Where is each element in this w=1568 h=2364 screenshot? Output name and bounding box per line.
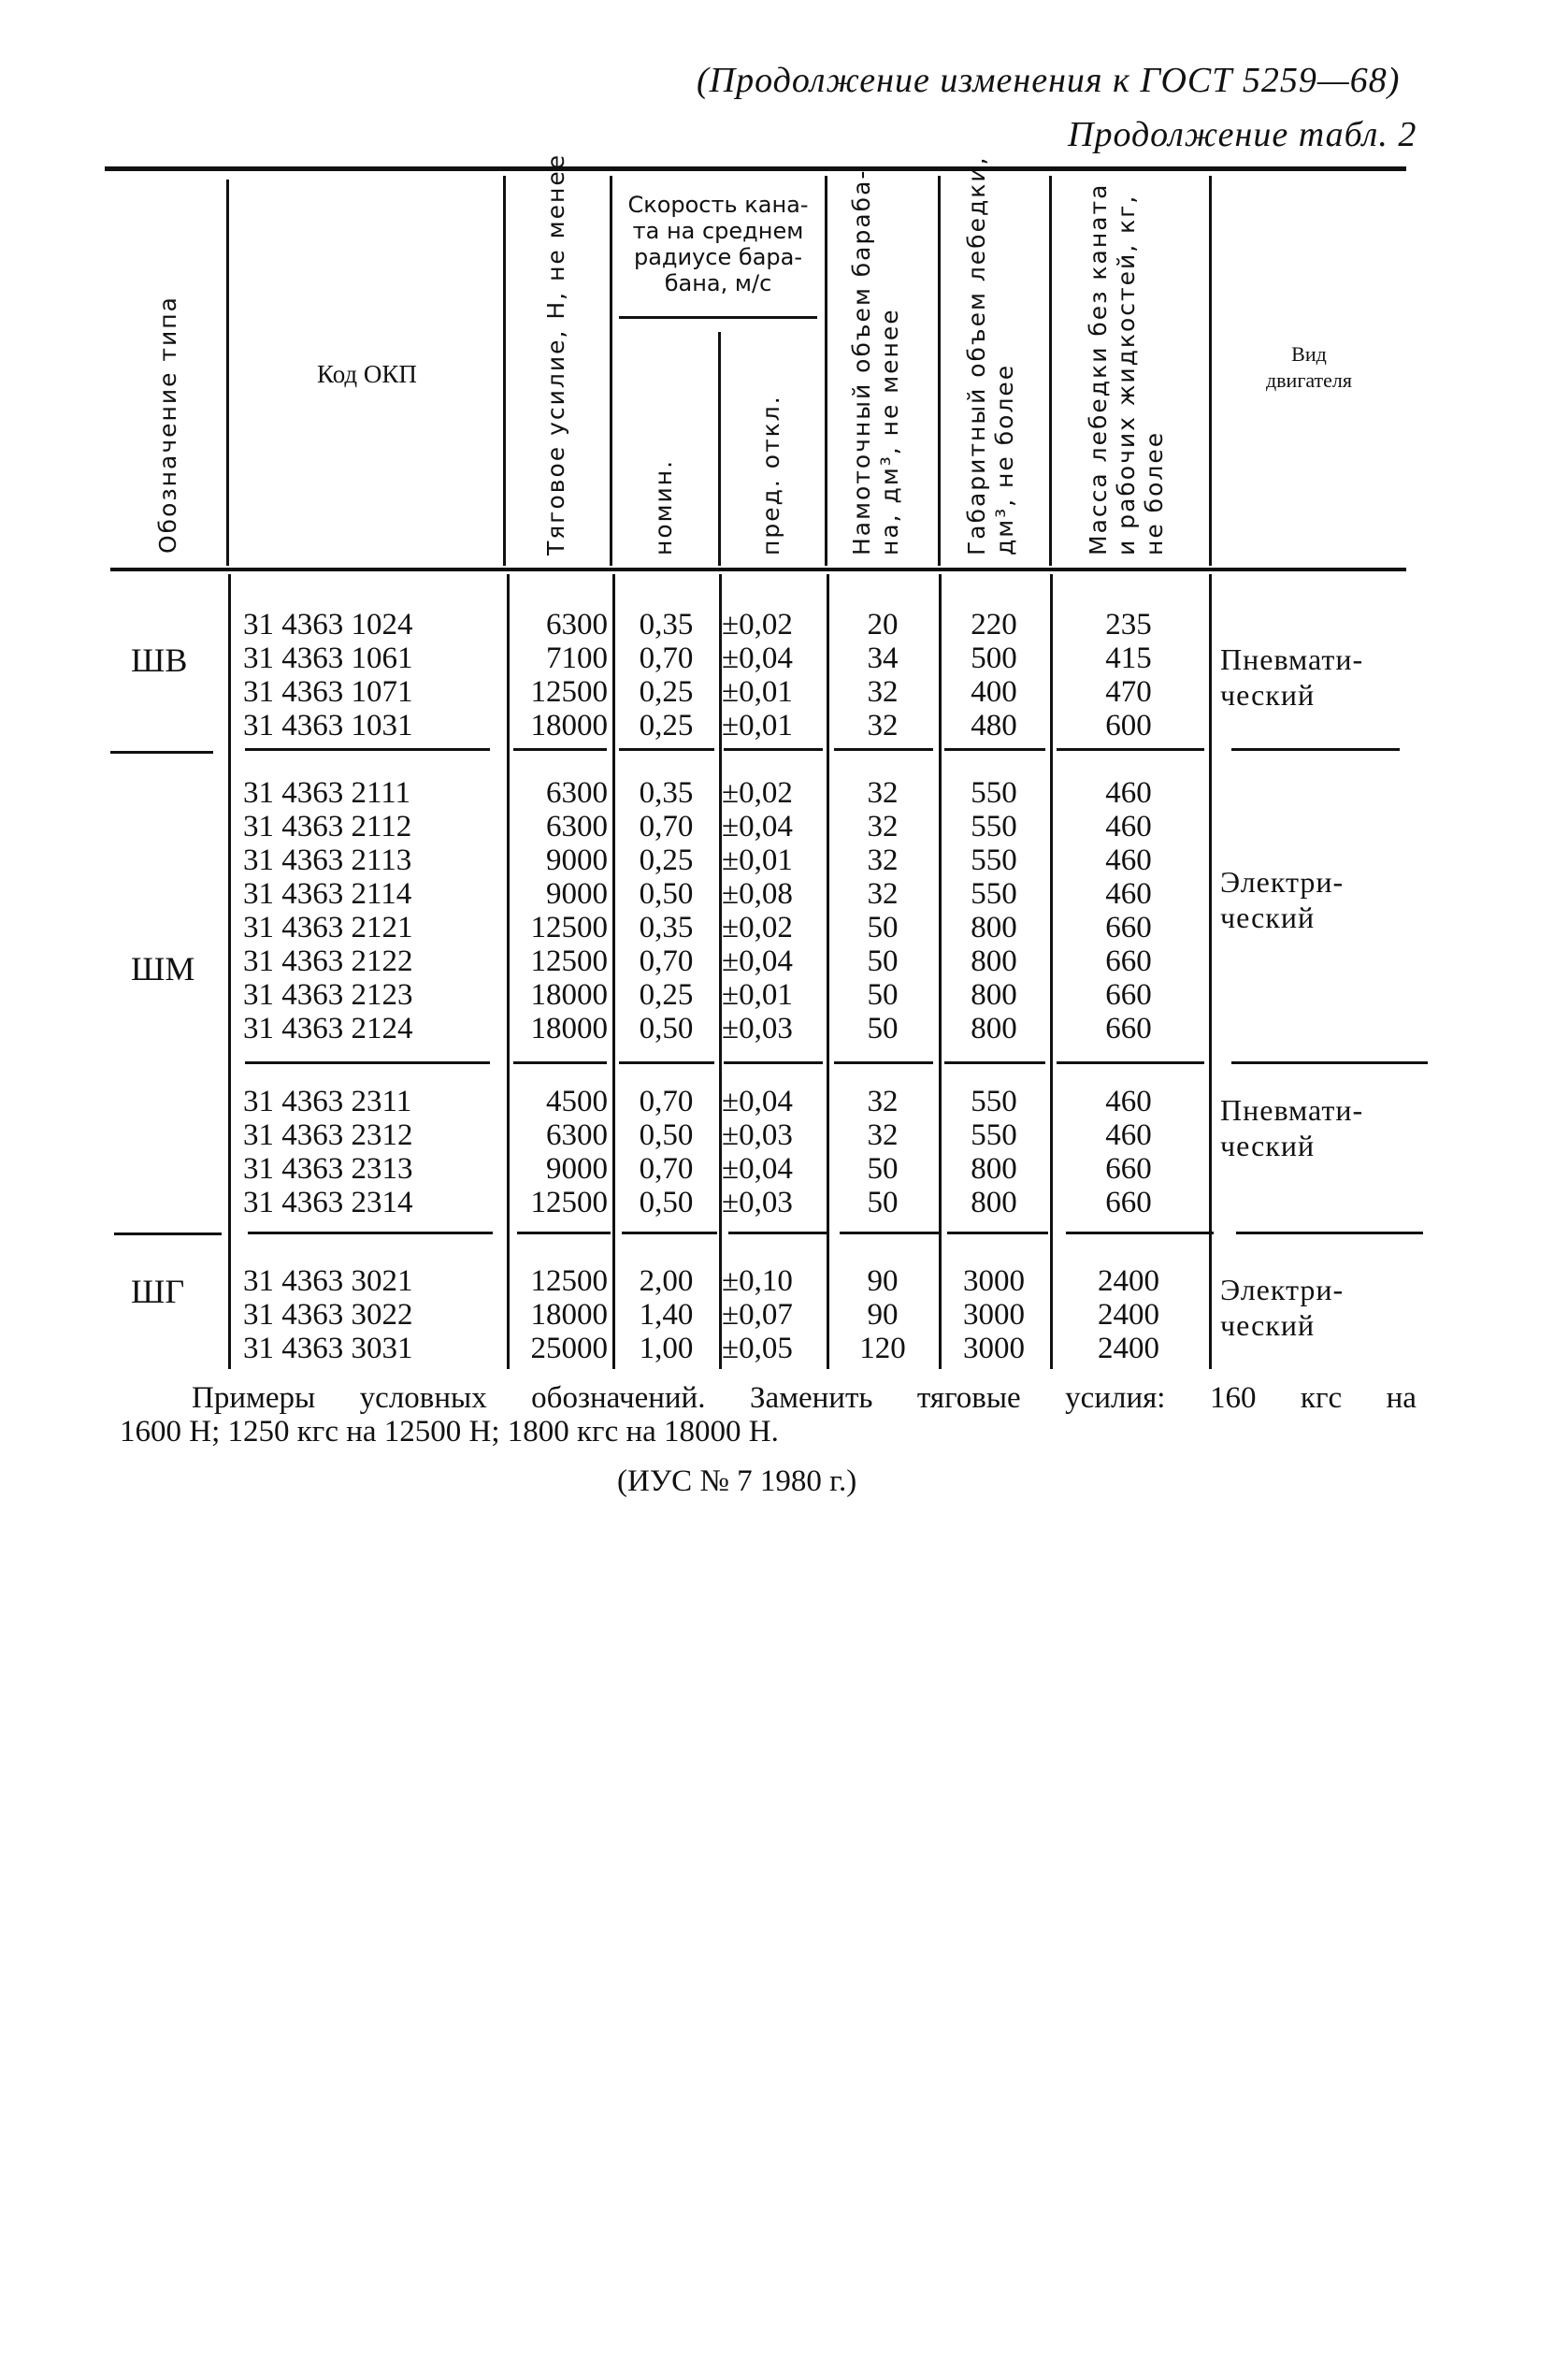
cell-dev: ±0,03 — [722, 1186, 793, 1219]
cell-drum: 32 — [867, 776, 899, 810]
cell-okp: 31 4363 2311 — [243, 1085, 412, 1118]
cell-nom: 0,70 — [639, 1085, 694, 1118]
drum-volume-line: Намоточный объем бараба- — [848, 168, 875, 555]
cell-mass: 2400 — [1098, 1332, 1159, 1365]
cell-mass: 660 — [1105, 1012, 1152, 1045]
cell-force: 4500 — [546, 1085, 608, 1118]
engine-line: ческий — [1220, 901, 1316, 934]
col-divider — [503, 176, 506, 566]
engine-line: ческий — [1220, 678, 1316, 712]
cell-force: 12500 — [530, 911, 608, 944]
cell-mass: 460 — [1105, 776, 1152, 810]
cell-mass: 470 — [1105, 675, 1152, 709]
table-continuation-label: Продолжение табл. 2 — [1068, 115, 1417, 154]
cell-overall: 3000 — [963, 1264, 1025, 1298]
cell-force: 9000 — [546, 843, 608, 877]
cell-overall: 550 — [971, 810, 1017, 843]
winch-mass-line: Масса лебедки без каната — [1085, 182, 1112, 555]
cell-nom: 1,00 — [639, 1332, 694, 1365]
engine-line: ческий — [1220, 1308, 1316, 1342]
cell-force: 6300 — [546, 776, 608, 810]
cell-okp: 31 4363 2124 — [243, 1012, 413, 1045]
footnote-word: 160 — [1209, 1381, 1257, 1415]
engine-type-label — [1220, 864, 1344, 935]
engine-type-label — [1220, 1092, 1363, 1163]
cell-mass: 660 — [1105, 978, 1152, 1012]
cell-dev: ±0,04 — [722, 641, 793, 675]
footnote-word: обозначений. — [531, 1381, 706, 1415]
cell-dev: ±0,02 — [722, 608, 793, 641]
col-divider — [228, 574, 231, 1369]
cell-dev: ±0,02 — [722, 911, 793, 944]
col-divider — [825, 176, 827, 566]
footnote-word: Примеры — [192, 1381, 316, 1415]
cell-overall: 550 — [971, 877, 1017, 911]
cell-overall: 800 — [971, 1186, 1017, 1219]
cell-mass: 2400 — [1098, 1264, 1159, 1298]
cell-overall: 220 — [971, 608, 1017, 641]
col-divider — [1049, 176, 1052, 566]
footnote-word: на — [1386, 1381, 1417, 1415]
cell-overall: 550 — [971, 776, 1017, 810]
header-speed-nominal: номин. — [650, 458, 677, 555]
header-speed-group — [613, 192, 823, 296]
footnote-line-1 — [192, 1380, 1417, 1416]
cell-nom: 0,50 — [639, 877, 694, 911]
cell-drum: 50 — [867, 911, 899, 944]
winch-mass-line: не более — [1141, 430, 1168, 555]
header-overall-volume — [963, 155, 1019, 555]
cell-nom: 0,35 — [639, 608, 694, 641]
col-divider — [827, 574, 829, 1369]
engine-type-label — [1220, 1272, 1344, 1343]
cell-okp: 31 4363 2312 — [243, 1118, 413, 1152]
cell-drum: 50 — [867, 978, 899, 1012]
footnote-word: тяговые — [916, 1381, 1021, 1415]
cell-okp: 31 4363 1071 — [243, 675, 413, 709]
cell-drum: 90 — [867, 1298, 899, 1332]
cell-force: 12500 — [530, 675, 608, 709]
cell-drum: 32 — [867, 675, 899, 709]
cell-okp: 31 4363 1024 — [243, 608, 413, 641]
cell-overall: 800 — [971, 944, 1017, 978]
cell-dev: ±0,03 — [722, 1012, 793, 1045]
cell-drum: 90 — [867, 1264, 899, 1298]
cell-overall: 550 — [971, 843, 1017, 877]
cell-overall: 800 — [971, 911, 1017, 944]
header-drum-volume — [848, 169, 904, 555]
speed-group-line: та на среднем — [632, 218, 804, 244]
cell-nom: 1,40 — [639, 1298, 694, 1332]
cell-okp: 31 4363 2112 — [243, 810, 412, 843]
cell-drum: 20 — [867, 608, 899, 641]
cell-drum: 50 — [867, 1186, 899, 1219]
header-type-designation: Обозначение типа — [154, 296, 181, 554]
cell-overall: 800 — [971, 1012, 1017, 1045]
cell-okp: 31 4363 2121 — [243, 911, 413, 944]
group-type-shm: ШМ — [131, 950, 195, 987]
cell-drum: 34 — [867, 641, 899, 675]
cell-mass: 660 — [1105, 944, 1152, 978]
cell-mass: 2400 — [1098, 1298, 1159, 1332]
footnote-word: усилия: — [1065, 1381, 1166, 1415]
col-divider — [938, 176, 941, 566]
cell-nom: 0,25 — [639, 709, 694, 742]
footnote-word: кгс — [1300, 1381, 1343, 1415]
speed-group-line: радиусе бара- — [633, 244, 803, 270]
cell-dev: ±0,05 — [722, 1332, 793, 1365]
cell-force: 6300 — [546, 810, 608, 843]
cell-force: 9000 — [546, 877, 608, 911]
cell-drum: 32 — [867, 877, 899, 911]
engine-line: Электри- — [1220, 1273, 1345, 1306]
cell-nom: 0,35 — [639, 911, 694, 944]
cell-force: 7100 — [546, 641, 608, 675]
cell-overall: 550 — [971, 1085, 1017, 1118]
cell-dev: ±0,04 — [722, 1085, 793, 1118]
cell-nom: 0,35 — [639, 776, 694, 810]
header-traction-force: Тяговое усилие, Н, не менее — [542, 152, 569, 555]
cell-nom: 0,25 — [639, 675, 694, 709]
cell-force: 6300 — [546, 608, 608, 641]
cell-okp: 31 4363 1061 — [243, 641, 413, 675]
cell-dev: ±0,02 — [722, 776, 793, 810]
cell-okp: 31 4363 3031 — [243, 1332, 413, 1365]
engine-header-line: Вид — [1291, 342, 1327, 366]
cell-nom: 0,70 — [639, 944, 694, 978]
cell-nom: 0,70 — [639, 641, 694, 675]
cell-okp: 31 4363 2314 — [243, 1186, 413, 1219]
cell-drum: 32 — [867, 1085, 899, 1118]
cell-nom: 0,70 — [639, 810, 694, 843]
cell-nom: 0,25 — [639, 978, 694, 1012]
cell-force: 9000 — [546, 1152, 608, 1186]
engine-line: Пневмати- — [1220, 642, 1364, 676]
cell-okp: 31 4363 2114 — [243, 877, 412, 911]
cell-dev: ±0,07 — [722, 1298, 793, 1332]
cell-mass: 415 — [1105, 641, 1152, 675]
col-divider — [1050, 574, 1053, 1369]
cell-force: 25000 — [530, 1332, 608, 1365]
cell-force: 18000 — [530, 978, 608, 1012]
header-speed-deviation: пред. откл. — [757, 395, 784, 555]
header-winch-mass — [1085, 183, 1169, 555]
cell-nom: 0,50 — [639, 1012, 694, 1045]
cell-nom: 0,50 — [639, 1118, 694, 1152]
speed-group-line: бана, м/с — [664, 270, 772, 296]
cell-overall: 400 — [971, 675, 1017, 709]
cell-force: 18000 — [530, 1298, 608, 1332]
speed-group-line: Скорость кана- — [627, 192, 809, 218]
cell-mass: 235 — [1105, 608, 1152, 641]
engine-line: Электри- — [1220, 865, 1345, 899]
col-divider — [1209, 176, 1212, 566]
cell-overall: 500 — [971, 641, 1017, 675]
cell-drum: 50 — [867, 1012, 899, 1045]
cell-force: 6300 — [546, 1118, 608, 1152]
cell-drum: 50 — [867, 944, 899, 978]
overall-volume-line: Габаритный объем лебедки, — [963, 155, 990, 555]
cell-dev: ±0,03 — [722, 1118, 793, 1152]
drum-volume-line: на, дм³, не менее — [876, 308, 903, 555]
overall-volume-line: дм³, не более — [991, 363, 1018, 555]
cell-dev: ±0,04 — [722, 810, 793, 843]
group-type-shv: ШВ — [131, 641, 188, 679]
cell-okp: 31 4363 2122 — [243, 944, 413, 978]
engine-header-line: двигателя — [1265, 368, 1353, 392]
cell-drum: 120 — [859, 1332, 906, 1365]
cell-nom: 0,50 — [639, 1186, 694, 1219]
speed-subheader-rule — [619, 316, 817, 319]
cell-okp: 31 4363 2113 — [243, 843, 412, 877]
cell-force: 12500 — [530, 1264, 608, 1298]
col-divider — [1209, 574, 1212, 1369]
cell-dev: ±0,01 — [722, 843, 793, 877]
cell-okp: 31 4363 3021 — [243, 1264, 413, 1298]
group-type-shg: ШГ — [131, 1273, 185, 1310]
cell-drum: 32 — [867, 1118, 899, 1152]
cell-okp: 31 4363 2111 — [243, 776, 411, 810]
cell-drum: 32 — [867, 709, 899, 742]
cell-mass: 660 — [1105, 1152, 1152, 1186]
cell-dev: ±0,08 — [722, 877, 793, 911]
footnote-word: условных — [359, 1381, 487, 1415]
col-divider — [610, 176, 612, 566]
col-divider — [718, 332, 721, 566]
cell-nom: 2,00 — [639, 1264, 694, 1298]
cell-overall: 480 — [971, 709, 1017, 742]
cell-overall: 550 — [971, 1118, 1017, 1152]
footnote-line-2: 1600 Н; 1250 кгс на 12500 Н; 1800 кгс на 18000 Н. — [120, 1415, 779, 1449]
cell-mass: 460 — [1105, 1085, 1152, 1118]
header-engine-type — [1216, 341, 1403, 394]
cell-force: 18000 — [530, 709, 608, 742]
cell-mass: 460 — [1105, 843, 1152, 877]
cell-dev: ±0,04 — [722, 944, 793, 978]
amendment-reference: (ИУС № 7 1980 г.) — [617, 1464, 857, 1498]
cell-dev: ±0,01 — [722, 675, 793, 709]
cell-force: 12500 — [530, 944, 608, 978]
cell-overall: 3000 — [963, 1332, 1025, 1365]
cell-force: 18000 — [530, 1012, 608, 1045]
col-divider — [612, 574, 615, 1369]
cell-dev: ±0,01 — [722, 709, 793, 742]
cell-mass: 660 — [1105, 1186, 1152, 1219]
cell-nom: 0,70 — [639, 1152, 694, 1186]
document-title: (Продолжение изменения к ГОСТ 5259—68) — [697, 61, 1401, 100]
header-okp-code: Код ОКП — [317, 360, 417, 388]
engine-line: ческий — [1220, 1129, 1316, 1162]
cell-okp: 31 4363 1031 — [243, 709, 413, 742]
cell-okp: 31 4363 3022 — [243, 1298, 413, 1332]
cell-overall: 800 — [971, 978, 1017, 1012]
cell-force: 12500 — [530, 1186, 608, 1219]
footnote-word: Заменить — [749, 1381, 873, 1415]
col-divider — [226, 180, 229, 566]
cell-dev: ±0,04 — [722, 1152, 793, 1186]
cell-dev: ±0,10 — [722, 1264, 793, 1298]
cell-mass: 660 — [1105, 911, 1152, 944]
table-header-bottom-rule — [110, 568, 1406, 571]
cell-mass: 460 — [1105, 810, 1152, 843]
table-top-rule — [105, 166, 1406, 171]
cell-okp: 31 4363 2313 — [243, 1152, 413, 1186]
engine-type-label — [1220, 641, 1363, 713]
winch-mass-line: и рабочих жидкостей, кг, — [1113, 194, 1140, 555]
cell-drum: 32 — [867, 843, 899, 877]
cell-mass: 460 — [1105, 1118, 1152, 1152]
cell-overall: 800 — [971, 1152, 1017, 1186]
cell-drum: 32 — [867, 810, 899, 843]
cell-overall: 3000 — [963, 1298, 1025, 1332]
cell-drum: 50 — [867, 1152, 899, 1186]
cell-okp: 31 4363 2123 — [243, 978, 413, 1012]
engine-line: Пневмати- — [1220, 1093, 1364, 1127]
cell-nom: 0,25 — [639, 843, 694, 877]
cell-mass: 460 — [1105, 877, 1152, 911]
cell-dev: ±0,01 — [722, 978, 793, 1012]
cell-mass: 600 — [1105, 709, 1152, 742]
